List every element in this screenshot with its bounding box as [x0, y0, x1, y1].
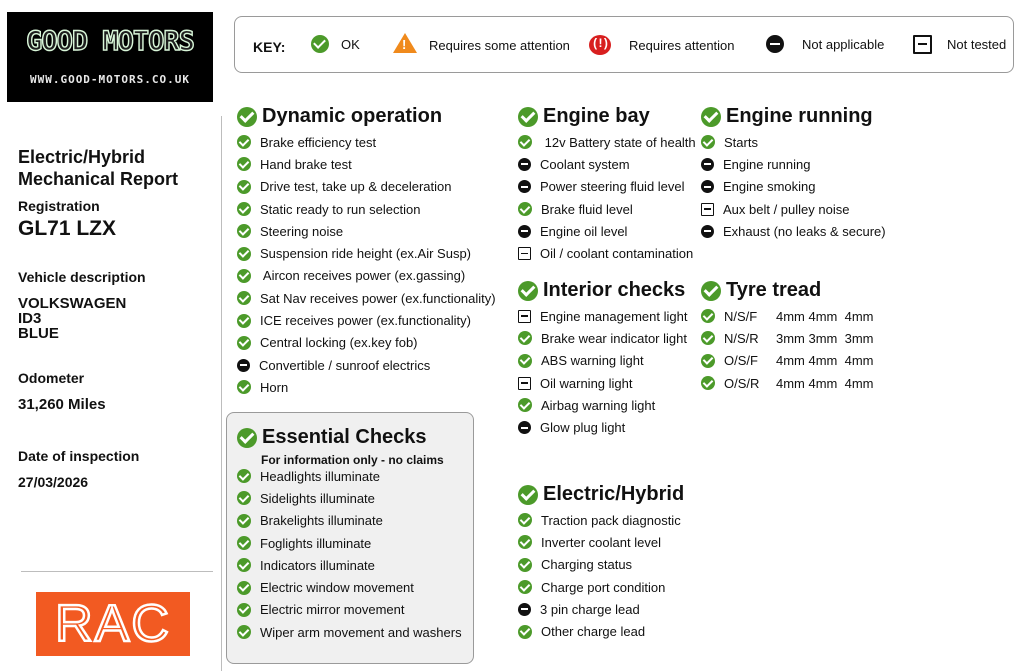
check-item-label: Starts: [724, 134, 758, 150]
section-dynamic-operation: [237, 105, 496, 399]
not-applicable-icon: [701, 225, 714, 238]
check-item-label: Suspension ride height (ex.Air Susp): [260, 246, 472, 262]
check-item-label: Glow plug light: [540, 420, 626, 436]
registration-label: Registration: [18, 198, 100, 214]
tyre-position: N/S/F: [724, 308, 758, 324]
rac-logo: [36, 592, 190, 656]
not-tested-icon: [913, 35, 932, 54]
not-tested-icon: [701, 203, 714, 216]
section-title: [701, 279, 874, 302]
check-item: [518, 176, 696, 198]
check-item: [701, 198, 886, 220]
not-applicable-icon: [766, 35, 784, 53]
section-title-text: Interior checks: [543, 279, 686, 301]
check-item: [237, 510, 462, 532]
section-electric-hybrid: [518, 483, 684, 643]
odometer-label: Odometer: [18, 370, 85, 386]
check-item: [237, 487, 462, 509]
check-item: [237, 554, 462, 576]
key-item-label: OK: [341, 36, 360, 52]
check-list: [237, 465, 462, 643]
check-item-label: Other charge lead: [541, 624, 646, 640]
ok-icon: [518, 107, 538, 127]
ok-icon: [237, 314, 251, 328]
ok-icon: [237, 291, 251, 305]
ok-icon: [701, 331, 715, 345]
ok-icon: [518, 580, 532, 594]
check-item-label: Engine management light: [540, 308, 688, 324]
left-divider: [21, 571, 213, 572]
check-item: [237, 220, 496, 242]
check-item-label: Sidelights illuminate: [260, 490, 375, 506]
ok-icon: [237, 603, 251, 617]
ok-icon: [701, 354, 715, 368]
ok-icon: [237, 380, 251, 394]
vehicle-model: ID3: [18, 310, 42, 327]
key-item-not-applicable: [766, 35, 884, 53]
ok-icon: [701, 376, 715, 390]
rac-logo-text: RAC: [55, 595, 171, 653]
key-item-label: Not tested: [947, 37, 1007, 52]
check-item-label: Hand brake test: [260, 156, 352, 172]
check-item-label: Airbag warning light: [541, 397, 656, 413]
ok-icon: [237, 336, 251, 350]
ok-icon: [237, 514, 251, 528]
section-engine-running: [701, 105, 886, 242]
ok-icon: [518, 625, 532, 639]
logo-url: WWW.GOOD-MOTORS.CO.UK: [29, 73, 191, 86]
section-title-text: Dynamic operation: [262, 105, 443, 127]
section-title: [518, 105, 696, 128]
not-applicable-icon: [518, 225, 531, 238]
check-item: [518, 350, 687, 372]
vehicle-description: [18, 296, 126, 341]
check-list: [518, 305, 687, 439]
tyre-readings: 4mm 4mm 4mm: [776, 308, 874, 324]
ok-icon: [237, 428, 257, 448]
ok-icon: [518, 331, 532, 345]
ok-icon: [237, 625, 251, 639]
ok-icon: [518, 202, 532, 216]
vehicle-label: Vehicle description: [18, 269, 146, 285]
not-applicable-icon: [237, 359, 250, 372]
check-item-label: Foglights illuminate: [260, 535, 372, 551]
tyre-row: [701, 372, 874, 394]
ok-icon: [237, 157, 251, 171]
ok-icon: [518, 398, 532, 412]
ok-icon: [518, 513, 532, 527]
check-item-label: Charging status: [541, 557, 633, 573]
ok-icon: [237, 135, 251, 149]
ok-icon: [518, 558, 532, 572]
check-item-label: Engine smoking: [723, 179, 816, 195]
key-item-label: Requires attention: [629, 37, 735, 53]
check-list: [237, 131, 496, 399]
check-item: [237, 532, 462, 554]
check-item-label: Electric mirror movement: [260, 602, 405, 618]
check-item-label: Steering noise: [260, 223, 344, 239]
check-item: [237, 621, 462, 643]
check-item: [701, 176, 886, 198]
check-item: [518, 242, 696, 264]
check-item-label: Brakelights illuminate: [260, 513, 383, 529]
check-item-label: Brake wear indicator light: [541, 330, 687, 346]
report-title: Electric/Hybrid Mechanical Report: [18, 147, 179, 189]
check-item: [237, 198, 496, 220]
check-item: [237, 332, 496, 354]
not-tested-icon: [518, 247, 531, 260]
check-item: [237, 265, 496, 287]
check-item: [237, 376, 496, 398]
vehicle-colour: BLUE: [18, 325, 59, 342]
not-applicable-icon: [701, 158, 714, 171]
check-item-label: Aircon receives power (ex.gassing): [260, 268, 466, 284]
check-item: [518, 620, 684, 642]
section-interior-checks: [518, 279, 687, 439]
not-applicable-icon: [518, 180, 531, 193]
key-item-label: Not applicable: [802, 36, 885, 52]
tyre-position: O/S/R: [724, 375, 760, 391]
section-tyre-tread: [701, 279, 874, 394]
section-title: [518, 483, 684, 506]
date-label: Date of inspection: [18, 448, 140, 464]
ok-icon: [237, 180, 251, 194]
check-list: [518, 509, 684, 643]
section-title-text: Electric/Hybrid: [543, 483, 685, 505]
check-item-label: Engine oil level: [540, 223, 628, 239]
check-item: [701, 131, 886, 153]
ok-icon: [237, 469, 251, 483]
section-title-text: Engine bay: [543, 105, 650, 127]
check-list: [701, 131, 886, 242]
not-tested-icon: [518, 310, 531, 323]
check-item: [518, 131, 696, 153]
check-item-label: Drive test, take up & deceleration: [260, 179, 452, 195]
check-item-label: Static ready to run selection: [260, 201, 421, 217]
check-item-label: ABS warning light: [541, 353, 644, 369]
section-essential-checks: [237, 426, 462, 643]
check-item: [518, 509, 684, 531]
check-item: [518, 598, 684, 620]
check-item-label: Oil / coolant contamination: [540, 246, 694, 262]
good-motors-logo: [7, 12, 213, 102]
date-value: 27/03/2026: [18, 474, 89, 490]
key-item-some-attention: [393, 33, 570, 53]
check-item-label: Coolant system: [540, 156, 630, 172]
check-item: [518, 153, 696, 175]
section-title-text: Essential Checks: [262, 426, 427, 448]
ok-icon: [518, 535, 532, 549]
ok-icon: [701, 107, 721, 127]
ok-icon: [518, 135, 532, 149]
check-item: [237, 153, 496, 175]
key-item-not-tested: [913, 35, 1006, 54]
check-item-label: Headlights illuminate: [260, 468, 380, 484]
ok-icon: [237, 107, 257, 127]
ok-icon: [237, 491, 251, 505]
check-item: [518, 305, 687, 327]
check-item-label: Inverter coolant level: [541, 534, 661, 550]
column-divider: [221, 116, 222, 671]
check-item-label: 3 pin charge lead: [540, 601, 640, 617]
ok-icon: [518, 354, 532, 368]
section-title: [237, 426, 462, 449]
check-item-label: ICE receives power (ex.functionality): [260, 313, 471, 329]
ok-icon: [237, 558, 251, 572]
section-engine-bay: [518, 105, 696, 265]
check-item: [237, 131, 496, 153]
key-label: KEY:: [253, 39, 286, 55]
check-item: [701, 153, 886, 175]
key-item-ok: [311, 35, 360, 53]
tyre-row: [701, 305, 874, 327]
check-item-label: Horn: [260, 379, 289, 395]
check-item: [518, 394, 687, 416]
section-title-text: Engine running: [726, 105, 873, 127]
tyre-tread-table: [701, 305, 874, 394]
ok-icon: [237, 247, 251, 261]
check-item-label: Indicators illuminate: [260, 557, 375, 573]
vehicle-make: VOLKSWAGEN: [18, 295, 127, 312]
check-item-label: Brake efficiency test: [260, 134, 377, 150]
ok-icon: [518, 485, 538, 505]
ok-icon: [237, 269, 251, 283]
check-item: [237, 599, 462, 621]
check-item-label: Sat Nav receives power (ex.functionality): [260, 290, 496, 306]
ok-icon: [701, 309, 715, 323]
registration-value: GL71 LZX: [18, 217, 117, 240]
warning-icon: [393, 33, 417, 53]
check-item-label: Engine running: [723, 156, 811, 172]
not-applicable-icon: [518, 421, 531, 434]
not-applicable-icon: [518, 158, 531, 171]
check-item: [518, 198, 696, 220]
check-item: [518, 531, 684, 553]
check-item: [518, 416, 687, 438]
check-item-label: Exhaust (no leaks & secure): [723, 223, 886, 239]
section-title-text: Tyre tread: [726, 279, 822, 301]
check-item-label: Traction pack diagnostic: [541, 512, 681, 528]
key-item-attention: [589, 35, 735, 55]
check-item: [237, 465, 462, 487]
check-item-label: Brake fluid level: [541, 201, 633, 217]
check-item: [518, 372, 687, 394]
tyre-position: N/S/R: [724, 330, 759, 346]
check-item-label: Wiper arm movement and washers: [260, 624, 462, 640]
logo-title: GOOD MOTORS: [26, 26, 194, 57]
tyre-readings: 3mm 3mm 3mm: [776, 330, 874, 346]
check-item: [237, 354, 496, 376]
section-title: [518, 279, 687, 302]
check-item: [237, 176, 496, 198]
section-subtitle: For information only - no claims: [261, 453, 444, 467]
check-item-label: Convertible / sunroof electrics: [259, 357, 431, 373]
ok-icon: [701, 135, 715, 149]
check-item: [701, 220, 886, 242]
check-item-label: Oil warning light: [540, 375, 633, 391]
attention-icon: [589, 35, 611, 55]
check-item: [518, 327, 687, 349]
ok-icon: [518, 281, 538, 301]
ok-icon: [701, 281, 721, 301]
check-list: [518, 131, 696, 265]
ok-icon: [237, 202, 251, 216]
check-item: [518, 220, 696, 242]
ok-icon: [237, 536, 251, 550]
not-applicable-icon: [518, 603, 531, 616]
check-item: [518, 554, 684, 576]
tyre-row: [701, 327, 874, 349]
check-item-label: Power steering fluid level: [540, 179, 685, 195]
tyre-position: O/S/F: [724, 353, 758, 369]
check-item: [237, 242, 496, 264]
check-item: [237, 576, 462, 598]
tyre-readings: 4mm 4mm 4mm: [776, 375, 874, 391]
check-item-label: 12v Battery state of health: [541, 134, 696, 150]
check-item-label: Aux belt / pulley noise: [723, 201, 850, 217]
check-item: [237, 287, 496, 309]
ok-icon: [237, 581, 251, 595]
check-item: [518, 576, 684, 598]
status-key: [234, 16, 1014, 73]
section-title: [701, 105, 886, 128]
check-item-label: Central locking (ex.key fob): [260, 335, 418, 351]
tyre-row: [701, 350, 874, 372]
ok-icon: [237, 224, 251, 238]
tyre-readings: 4mm 4mm 4mm: [776, 353, 874, 369]
not-tested-icon: [518, 377, 531, 390]
not-applicable-icon: [701, 180, 714, 193]
check-item: [237, 309, 496, 331]
key-item-label: Requires some attention: [429, 37, 570, 53]
section-title: [237, 105, 496, 128]
ok-icon: [311, 35, 329, 53]
check-item-label: Electric window movement: [260, 580, 414, 596]
check-item-label: Charge port condition: [541, 579, 666, 595]
odometer-value: 31,260 Miles: [18, 396, 106, 413]
